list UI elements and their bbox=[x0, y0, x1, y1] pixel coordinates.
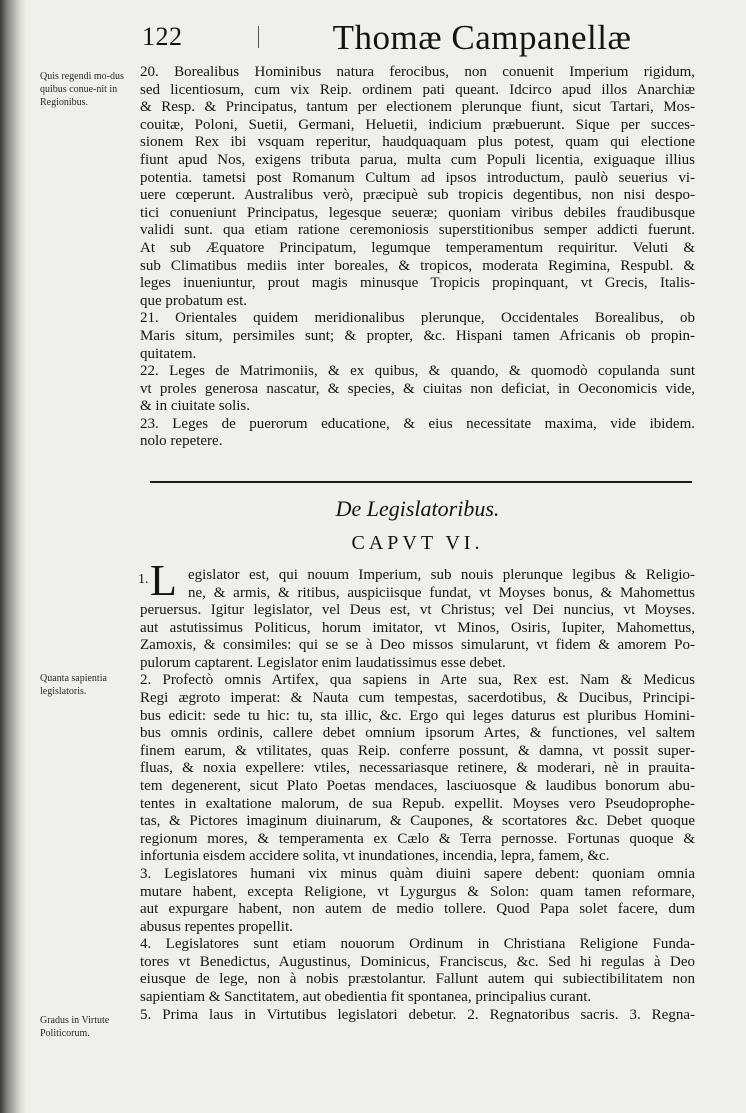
text-line: finem earum, & vtilitates, quas Reip. conferre possunt, & damna, vt possit super- bbox=[140, 742, 695, 759]
text-block-top bbox=[140, 64, 695, 451]
text-line: mutare habent, excepta Religione, vt Lygurgus & Solon: quam tamen reformare, bbox=[140, 883, 695, 900]
text-line: tici conueniunt Principatus, legesque seueræ; quoniam viribus debiles fraudibusque bbox=[140, 204, 695, 221]
text-line: pulorum captarent. Legislator enim laudatissimus esse debet. bbox=[140, 654, 506, 671]
header-divider bbox=[258, 26, 259, 48]
text-block-chapter bbox=[140, 602, 695, 1024]
text-line: uere cœperunt. Australibus verò, præcipuè sub tropicis degentibus, non nisi despo- bbox=[140, 187, 695, 204]
text-line: tas, & Pictores imaginum diuinarum, & Caupones, & scortatores &c. Debet quoque bbox=[140, 813, 695, 830]
text-line: aut astutissimus Politicus, horum imitator, vt Minos, Osiris, Iupiter, Mahomettus, bbox=[140, 619, 695, 636]
text-line: 5. Prima laus in Virtutibus legislatori debetur. 2. Regnatoribus sacris. 3. Regna- bbox=[140, 1006, 695, 1023]
text-line: tores vt Benedictus, Augustinus, Dominicus, Franciscus, &c. Sed hi regulas à Deo bbox=[140, 953, 695, 970]
chapter-heading: CAPVT VI. bbox=[351, 532, 484, 554]
text-line: regionum mores, & temperamenta ex Cælo & Terra pernosse. Fortunas quoque & bbox=[140, 830, 695, 847]
margin-note-wisdom: Quanta sapientia legislatoris. bbox=[40, 673, 107, 697]
text-line: leges inueniuntur, prout magis minusque Tropicis propinquant, vt Grecis, Italis- bbox=[140, 275, 695, 292]
text-line: 2. Profectò omnis Artifex, qua sapiens in Arte sua, Rex est. Nam & Medicus bbox=[140, 672, 695, 689]
margin-note-virtue: Gradus in Virtute Politicorum. bbox=[40, 1015, 110, 1039]
text-line: infortunia eisdem accidere solita, vt inundationes, incendia, lepra, famem, &c. bbox=[140, 848, 610, 865]
text-line: & in ciuitate solis. bbox=[140, 398, 250, 415]
text-line: aut expurgare habent, non autem de medio tollere. Quod Papa solet facere, dum bbox=[140, 901, 695, 918]
text-line: bus omnis ordinis, callere debet omnium ipsorum Artes, & functiones, vel saltem bbox=[140, 725, 695, 742]
text-line: quitatem. bbox=[140, 345, 197, 362]
text-line: Regi ægroto imperat: & Nauta cum tempestas, sacerdotibus, & Ducibus, Principi- bbox=[140, 689, 695, 706]
paragraph-number: 1. bbox=[138, 572, 149, 587]
text-line: 21. Orientales quidem meridionalibus plerunque, Occidentales Borealibus, ob bbox=[140, 310, 695, 327]
text-line: potentia. tametsi post Romanum Cultum ad ipsos introductum, paulò seuerius vi- bbox=[140, 169, 695, 186]
drop-cap: L bbox=[150, 556, 177, 605]
text-line: tem degenerent, sicut Plato Poetas mendaces, lasciuosque & laudibus bonorum abu- bbox=[140, 777, 695, 794]
text-line: 22. Leges de Matrimoniis, & ex quibus, & quando, & quomodò copulanda sunt bbox=[140, 363, 695, 380]
text-line: sed licentiosum, cum vix Reip. ordinem pati queant. Idcirco apud illos Anarchiæ bbox=[140, 81, 695, 98]
text-line: fluas, & noxia expellere: vtiles, necessariasque retinere, & moderari, nè in prauita- bbox=[140, 760, 695, 777]
text-line: vt proles generosa nascatur, & species, & ciuitas non deficiat, in Oeconomicis vide, bbox=[140, 380, 695, 397]
text-line: bus edicit: sede tu hic: tu, sta illic, &c. Ergo qui leges daturus est pluribus Homini- bbox=[140, 707, 695, 724]
text-line: eiusque de lege, non à nobis præstolantur. Fallunt autem qui subiectibilitatem non bbox=[140, 971, 695, 988]
text-line: ne, & armis, & ritibus, auspiciisque fundat, vt Moyses bonus, & Mahomettus bbox=[188, 584, 695, 601]
section-rule bbox=[150, 481, 692, 483]
text-line: abusus repentes propellit. bbox=[140, 918, 293, 935]
text-line: sionem Rex ibi vsquam reperitur, haudquaquam plus potest, quam qui electione bbox=[140, 134, 695, 151]
text-line: couitæ, Poloni, Suetii, Germani, Heluetii, indicium præbuerunt. Sique per succes- bbox=[140, 116, 695, 133]
text-line: tentes in exaltatione malorum, de sua Repub. expellit. Moyses vero Pseudoprophe- bbox=[140, 795, 695, 812]
text-line: & Resp. & Principatus, tantum per electionem plerunque fiunt, sicut Tartari, Mos- bbox=[140, 99, 695, 116]
text-line: nolo repetere. bbox=[140, 433, 223, 450]
text-line: 4. Legislatores sunt etiam nouorum Ordinum in Christiana Religione Funda- bbox=[140, 936, 695, 953]
text-line: egislator est, qui nouum Imperium, sub nouis plerunque legibus & Religio- bbox=[188, 567, 695, 583]
text-line: At sub Æquatore Principatum, legumque temperamentum requiritur. Veluti & bbox=[140, 239, 695, 256]
text-line: sub Climatibus mediis inter boreales, & tropicos, moderata Regimina, Respubl. & bbox=[140, 257, 695, 274]
text-line: 20. Borealibus Hominibus natura ferocibus, non conuenit Imperium rigidum, bbox=[140, 64, 695, 80]
text-line: que probatum est. bbox=[140, 292, 248, 309]
text-line: validi sunt. qua etiam ratione ceremoniosis superstitionibus semper addicti fuerunt. bbox=[140, 222, 695, 239]
margin-note-regions: Quis regendi mo-dus quibus conue-nit in Regionibus. bbox=[40, 71, 124, 108]
text-line: 3. Legislatores humani vix minus quàm diuini sapere debent: quoniam omnia bbox=[140, 865, 695, 882]
text-line: Maris situm, persimiles sunt; & propter, &c. Hispani tamen Africanis ob propin- bbox=[140, 327, 695, 344]
text-line: fiunt apud Nos, exigens tributa parua, multa cum Populi licentia, exiguaque illius bbox=[140, 151, 695, 168]
text-line: 23. Leges de puerorum educatione, & eius necessitate maxima, vide ibidem. bbox=[140, 415, 695, 432]
page-number: 122 bbox=[142, 22, 183, 51]
text-line: peruersus. Igitur legislator, vel Deus est, vt Christus; vel Dei nuncius, vt Moyses. bbox=[140, 602, 695, 618]
section-title: De Legislatoribus. bbox=[335, 496, 500, 521]
paragraph-one-opening bbox=[188, 567, 695, 602]
text-line: Zamoxis, & consimiles: qui se se à Deo missos simularunt, vt fidem & amorem Po- bbox=[140, 637, 695, 654]
text-line: sapientiam & Sanctitatem, aut obedientia fit spontanea, principalius curant. bbox=[140, 989, 592, 1006]
running-title: Thomæ Campanellæ bbox=[332, 18, 632, 57]
